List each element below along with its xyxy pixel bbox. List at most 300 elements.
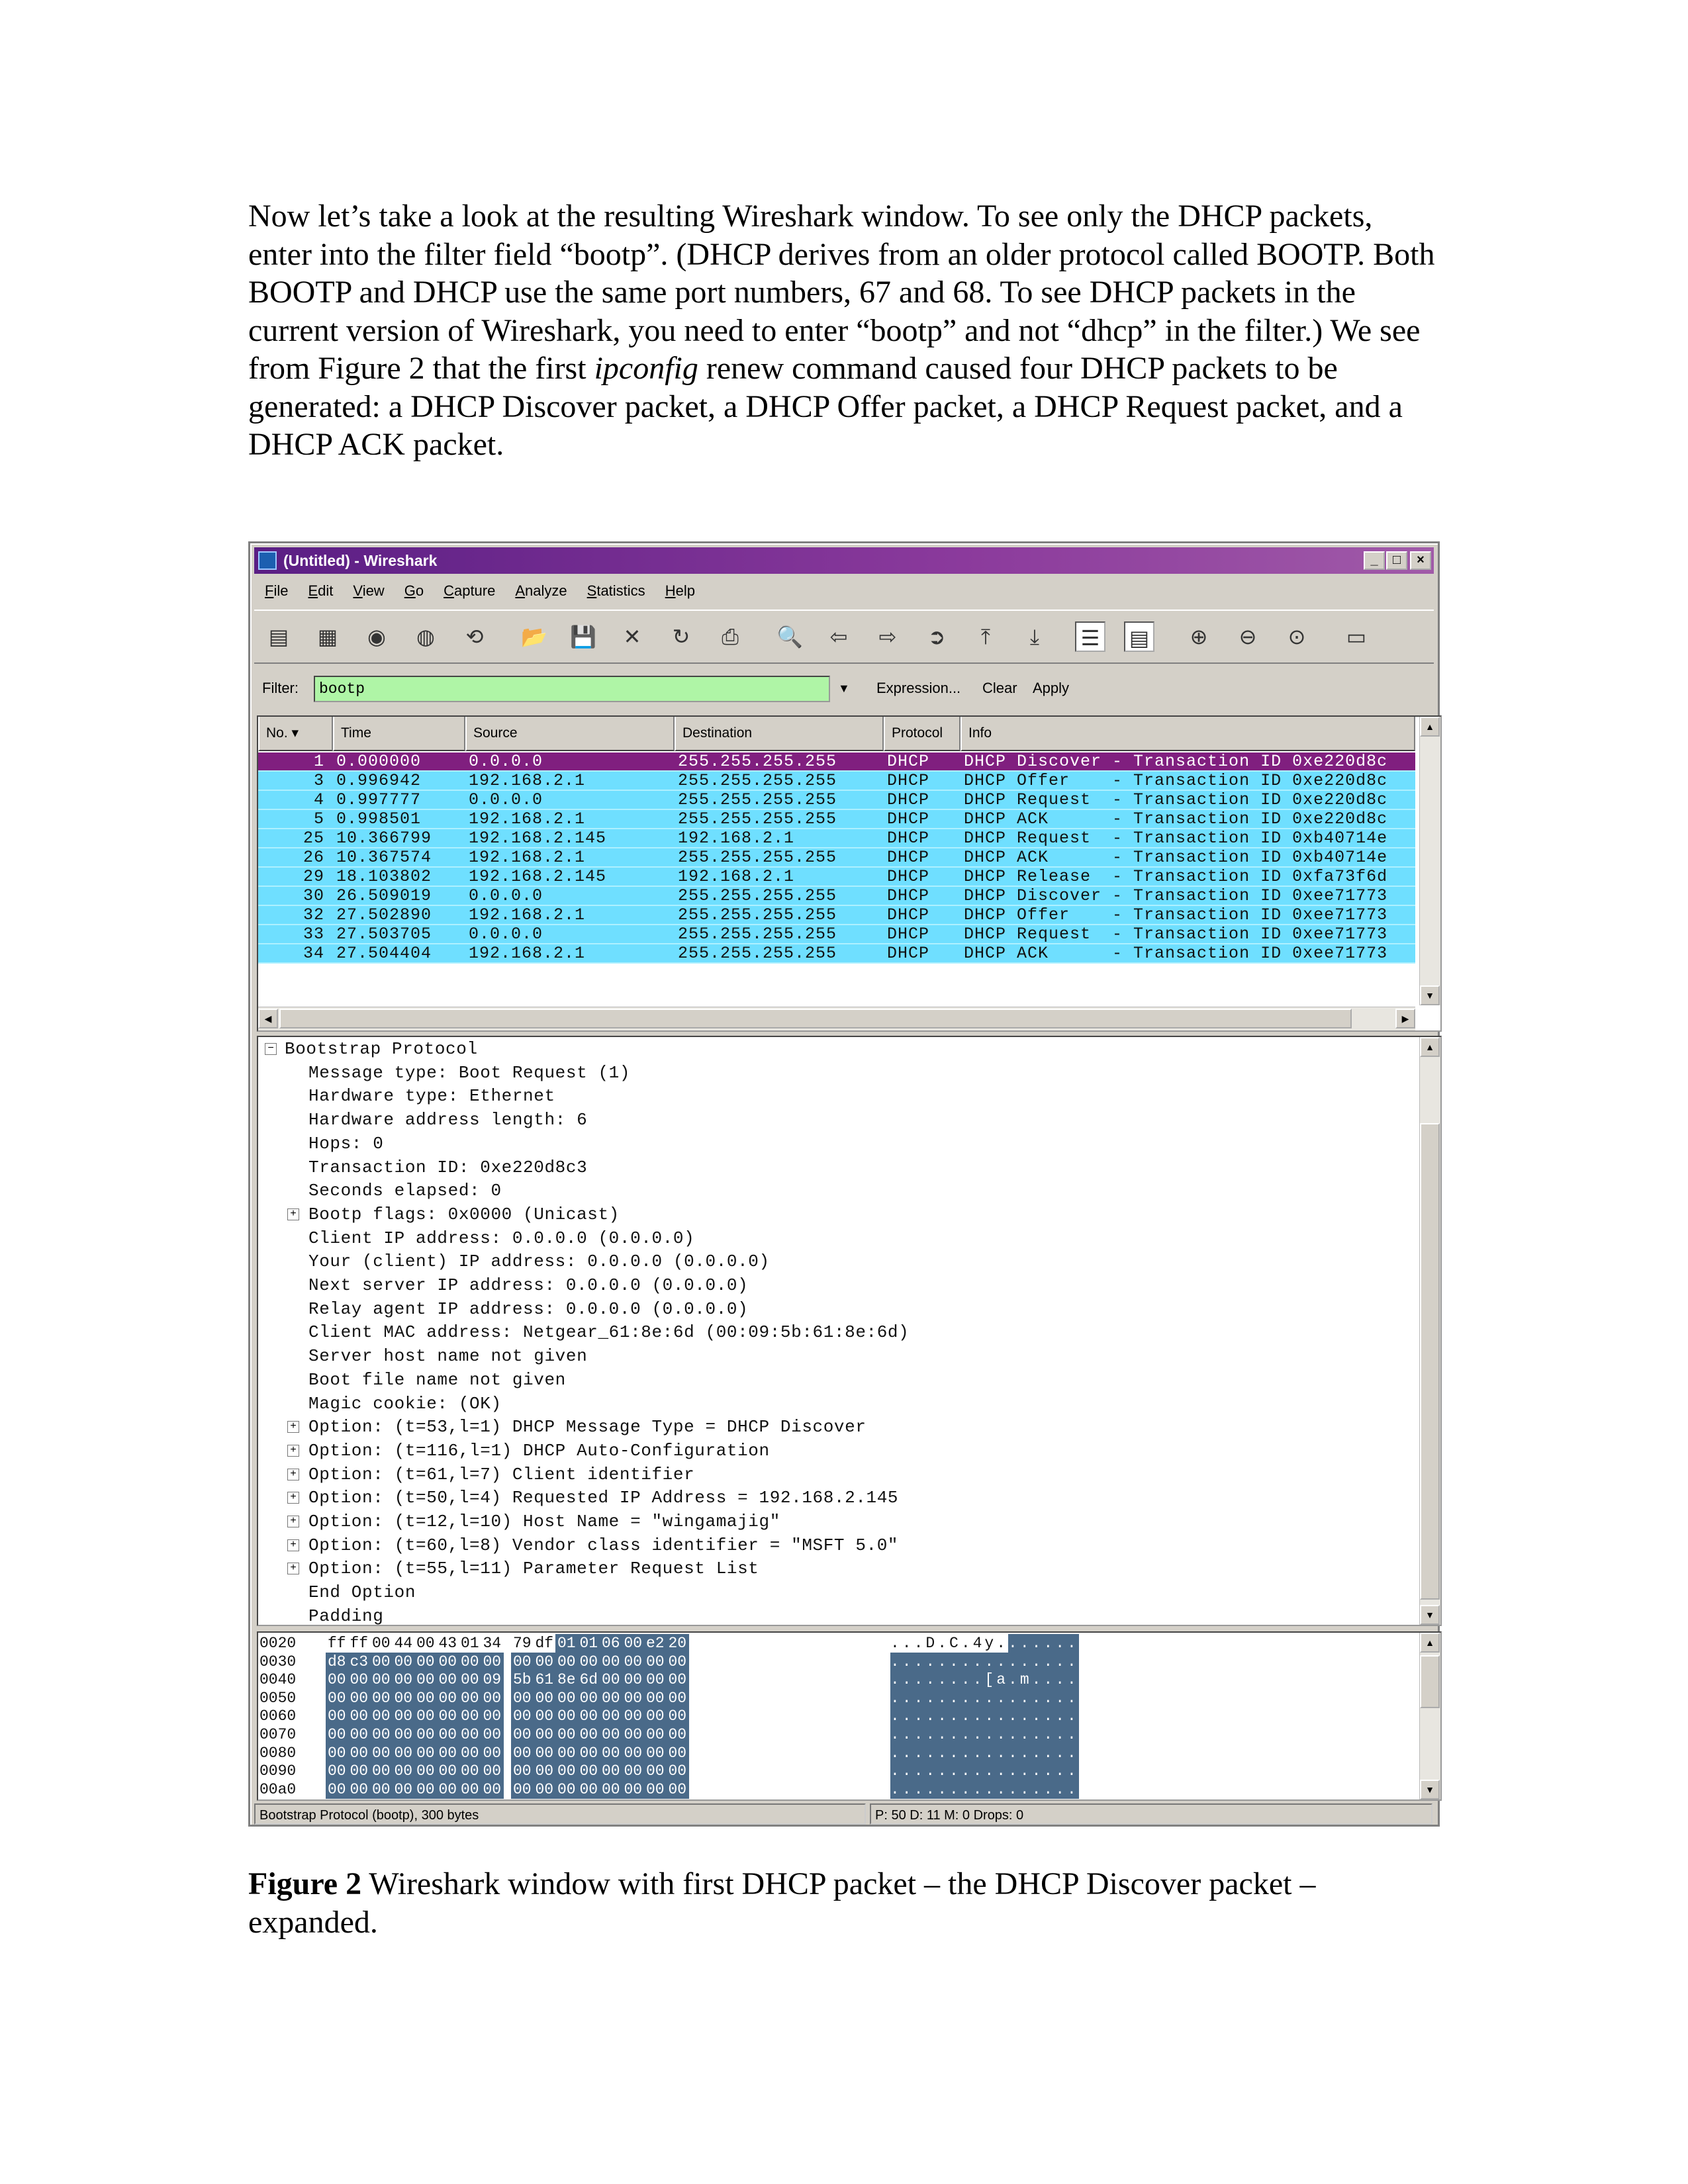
window-title: (Untitled) - Wireshark [283,552,438,569]
hex-byte[interactable]: 00 [555,1707,578,1725]
hex-byte[interactable]: 00 [511,1707,534,1725]
find-icon[interactable]: 🔍 [776,625,803,649]
hex-byte[interactable]: 00 [459,1725,481,1744]
bytes-scroll-thumb[interactable] [1420,1655,1440,1708]
goto-icon[interactable]: ➲ [927,625,946,649]
hex-byte[interactable]: 00 [555,1762,578,1780]
packet-cell-time: 0.997777 [336,790,422,809]
zoom-in-icon[interactable]: ⊕ [1190,625,1208,649]
hex-byte[interactable]: 00 [667,1689,689,1707]
hex-byte[interactable]: 00 [578,1689,600,1707]
packet-cell-time: 27.503705 [336,925,432,944]
tree-item[interactable]: End Option [308,1582,416,1603]
menu-view[interactable]: View [353,582,385,599]
hex-byte[interactable]: 8e [555,1670,578,1689]
hex-byte[interactable]: 00 [437,1744,459,1762]
packet-row[interactable] [258,810,1415,829]
intro-text-1: Now let’s take a look at the resulting Wireshark window. To see only the DHCP packets, enter into the filter field “bootp”. (DHCP derives from an older protocol called BOOTP. Both BOOTP and DHCP use the same port numbers, 67 and 68. To see DHCP packets in the current version of Wireshark, you need to enter “bootp” and not “dhcp” in the filter.) We see from Figure 2 that the first [248,199,1435,386]
hex-byte[interactable]: 00 [578,1725,600,1744]
hex-byte[interactable]: 00 [555,1725,578,1744]
ascii-text[interactable]: ................ [890,1689,1079,1707]
column-header-source[interactable]: Source [465,717,675,751]
hex-byte[interactable]: 00 [326,1725,348,1744]
menu-edit[interactable]: Edit [308,582,334,599]
scroll-down-icon[interactable]: ▼ [1420,1780,1440,1799]
reload-icon[interactable]: ↻ [672,625,690,649]
hex-byte[interactable]: 00 [393,1744,415,1762]
hex-byte[interactable]: 00 [370,1780,393,1799]
hex-byte[interactable]: 00 [600,1653,622,1671]
scroll-down-icon[interactable]: ▼ [1420,1605,1440,1625]
column-header-no[interactable]: No. ▾ [258,717,333,751]
bytes-vscrollbar[interactable] [1419,1633,1440,1799]
options-icon[interactable]: ▦ [317,625,338,649]
hex-byte[interactable]: 00 [644,1653,667,1671]
details-vscrollbar[interactable] [1419,1037,1440,1625]
wireshark-window [248,541,1440,1827]
column-header-info[interactable]: Info [961,717,1415,751]
hex-byte[interactable]: 00 [511,1762,534,1780]
packet-cell-dst: 255.255.255.255 [678,905,837,925]
open-icon[interactable]: 📂 [521,625,547,649]
hex-byte[interactable]: 00 [414,1670,437,1689]
hex-byte[interactable]: 00 [414,1744,437,1762]
interfaces-icon[interactable]: ▤ [268,625,289,649]
tree-item[interactable]: Next server IP address: 0.0.0.0 (0.0.0.0) [308,1275,749,1295]
hex-byte[interactable]: ff [350,1635,369,1652]
hex-byte[interactable]: 00 [667,1653,689,1671]
menu-file[interactable]: File [265,582,289,599]
column-header-protocol[interactable]: Protocol [884,717,961,751]
hex-byte[interactable]: 00 [534,1707,556,1725]
hex-byte[interactable]: 00 [644,1725,667,1744]
packet-cell-time: 26.509019 [336,886,432,905]
hex-byte[interactable]: 00 [511,1780,534,1799]
restart-icon[interactable]: ⟲ [465,625,484,649]
tree-item[interactable]: Option: (t=12,l=10) Host Name = "wingamajig" [308,1512,780,1531]
packet-cell-info: DHCP Offer - Transaction ID 0xe220d8c [964,771,1388,790]
stop-icon[interactable]: ◍ [416,625,435,649]
hex-byte[interactable]: 00 [370,1653,393,1671]
hex-byte[interactable]: 00 [644,1744,667,1762]
tree-item[interactable]: Relay agent IP address: 0.0.0.0 (0.0.0.0) [308,1298,749,1319]
tree-item[interactable]: Option: (t=61,l=7) Client identifier [308,1464,695,1484]
hex-byte[interactable]: 00 [370,1689,393,1707]
hex-byte[interactable]: 00 [393,1707,415,1725]
packet-cell-dst: 255.255.255.255 [678,771,837,790]
hex-byte[interactable]: 00 [644,1670,667,1689]
scroll-down-icon[interactable]: ▼ [1420,985,1440,1005]
collapse-icon[interactable]: − [265,1043,277,1055]
hex-byte[interactable]: 00 [459,1707,481,1725]
hex-byte[interactable]: 00 [393,1670,415,1689]
hex-byte[interactable]: 00 [644,1780,667,1799]
close-icon[interactable]: ✕ [623,625,641,649]
hex-byte[interactable]: 00 [667,1725,689,1744]
hex-byte[interactable]: 00 [348,1707,371,1725]
hex-byte[interactable]: 00 [326,1762,348,1780]
packet-row[interactable] [258,791,1415,810]
hex-byte[interactable]: 01 [555,1634,578,1653]
packet-cell-info: DHCP Request - Transaction ID 0xee71773 [964,925,1388,944]
hex-byte[interactable]: 00 [667,1707,689,1725]
hscroll-thumb[interactable] [279,1009,1352,1028]
packet-row[interactable] [258,752,1415,772]
expand-icon[interactable]: + [287,1516,299,1527]
hex-byte[interactable]: 00 [326,1780,348,1799]
tree-item[interactable]: Bootstrap Protocol [285,1039,478,1059]
packet-cell-src: 192.168.2.145 [469,829,607,848]
tree-item[interactable]: Server host name not given [308,1346,588,1367]
hex-byte[interactable]: 34 [483,1635,502,1652]
packet-cell-time: 27.504404 [336,944,432,963]
packet-cell-proto: DHCP [887,944,930,963]
packet-list-hscrollbar[interactable] [258,1007,1415,1030]
hex-byte[interactable]: 00 [600,1762,622,1780]
scroll-left-icon[interactable]: ◀ [258,1009,278,1028]
hex-byte[interactable]: d8 [326,1653,348,1671]
hex-byte[interactable]: 00 [459,1653,481,1671]
hex-byte[interactable]: 00 [481,1653,504,1671]
zoom-normal-icon[interactable]: ⊙ [1288,625,1306,649]
expand-icon[interactable]: + [287,1539,299,1551]
hex-byte[interactable]: 44 [394,1635,413,1652]
hex-byte[interactable]: 00 [372,1635,391,1652]
start-icon[interactable]: ◉ [367,625,386,649]
tree-item[interactable]: Magic cookie: (OK) [308,1393,502,1414]
hex-row [258,1670,1417,1689]
tree-item[interactable]: Transaction ID: 0xe220d8c3 [308,1157,588,1177]
menu-statistics[interactable]: Statistics [586,582,645,599]
back-icon[interactable]: ⇦ [829,625,848,649]
hex-byte[interactable]: 00 [511,1725,534,1744]
packet-list-vscrollbar[interactable] [1419,717,1440,1005]
expand-icon[interactable]: + [287,1469,299,1480]
hex-byte[interactable]: 00 [578,1762,600,1780]
title-bar [254,547,1434,574]
hex-byte[interactable]: 00 [555,1689,578,1707]
hex-byte[interactable]: 00 [414,1653,437,1671]
hex-byte[interactable]: 00 [555,1780,578,1799]
hex-byte[interactable]: 00 [393,1689,415,1707]
hex-byte[interactable]: 00 [534,1762,556,1780]
hex-byte[interactable]: 6d [578,1670,600,1689]
menu-bar [254,578,1434,604]
hex-byte[interactable]: 00 [555,1744,578,1762]
hex-byte[interactable]: 00 [370,1670,393,1689]
hex-byte[interactable]: 00 [578,1744,600,1762]
hex-byte[interactable]: 00 [326,1689,348,1707]
hex-byte[interactable]: 00 [511,1744,534,1762]
hex-byte[interactable]: 00 [600,1744,622,1762]
tree-item[interactable]: Bootp flags: 0x0000 (Unicast) [308,1204,620,1224]
packet-cell-no: 26 [303,848,324,867]
hex-byte[interactable]: 00 [459,1670,481,1689]
hex-byte[interactable]: 00 [600,1780,622,1799]
maximize-button[interactable]: □ [1386,551,1407,570]
hex-byte[interactable]: 00 [348,1780,371,1799]
hex-byte[interactable]: 00 [348,1744,371,1762]
packet-details-tree [257,1036,1442,1626]
hex-byte[interactable]: 00 [414,1725,437,1744]
packet-cell-time: 10.366799 [336,829,432,848]
hex-byte[interactable]: 00 [622,1707,645,1725]
hex-byte[interactable]: 5b [511,1670,534,1689]
intro-paragraph [248,197,1440,464]
hex-byte[interactable]: 00 [534,1689,556,1707]
expand-icon[interactable]: + [287,1421,299,1433]
filter-dropdown-icon[interactable]: ▼ [838,682,850,695]
hex-byte[interactable]: 61 [534,1670,556,1689]
packet-cell-proto: DHCP [887,771,930,790]
ascii-text[interactable]: ................ [890,1653,1079,1670]
hex-byte[interactable]: 00 [534,1780,556,1799]
hex-byte[interactable]: e2 [644,1634,667,1653]
hex-byte[interactable]: 00 [459,1689,481,1707]
hex-byte[interactable]: ff [328,1635,346,1652]
hex-byte[interactable]: 00 [578,1707,600,1725]
packet-cell-no: 33 [303,925,324,944]
hex-byte[interactable]: 00 [481,1762,504,1780]
hex-byte[interactable]: 00 [437,1653,459,1671]
expand-icon[interactable]: + [287,1445,299,1457]
print-icon[interactable]: ⎙ [722,625,739,649]
hex-byte[interactable]: 00 [481,1689,504,1707]
hex-byte[interactable]: 00 [622,1653,645,1671]
hex-byte[interactable]: c3 [348,1653,371,1671]
packet-cell-src: 192.168.2.1 [469,771,586,790]
packet-row[interactable] [258,829,1415,848]
packet-cell-no: 25 [303,829,324,848]
hex-byte[interactable]: 00 [326,1707,348,1725]
ascii-text[interactable]: ................ [890,1762,1079,1780]
tree-item[interactable]: Padding [308,1606,384,1626]
scroll-right-icon[interactable]: ▶ [1395,1009,1415,1028]
hex-byte[interactable]: 00 [667,1670,689,1689]
hex-byte[interactable]: 00 [348,1762,371,1780]
forward-icon[interactable]: ⇨ [878,625,897,649]
menu-go[interactable]: Go [404,582,424,599]
hex-byte[interactable]: 00 [511,1689,534,1707]
tree-item[interactable]: Option: (t=55,l=11) Parameter Request List [308,1559,759,1579]
packet-row[interactable] [258,848,1415,868]
hex-byte[interactable]: 43 [438,1635,457,1652]
hex-byte[interactable]: 00 [370,1744,393,1762]
tree-item[interactable]: Option: (t=116,l=1) DHCP Auto-Configuration [308,1440,770,1461]
hex-byte[interactable]: 00 [600,1707,622,1725]
hex-byte[interactable]: 00 [644,1689,667,1707]
hex-byte[interactable]: 20 [667,1634,689,1653]
packet-cell-time: 0.998501 [336,809,422,829]
hex-byte[interactable]: 00 [416,1635,435,1652]
packet-cell-proto: DHCP [887,809,930,829]
hex-byte[interactable]: 00 [534,1653,556,1671]
hex-byte[interactable]: 00 [437,1762,459,1780]
hex-byte[interactable]: 00 [555,1653,578,1671]
hex-byte[interactable]: 00 [667,1780,689,1799]
close-button[interactable]: × [1410,551,1431,570]
hex-byte[interactable]: 00 [622,1670,645,1689]
hex-byte[interactable]: 79 [513,1635,532,1652]
ascii-text[interactable]: ................ [890,1744,1079,1762]
tree-item[interactable]: Client MAC address: Netgear_61:8e:6d (00:09:5b:61:8e:6d) [308,1322,910,1343]
filter-input[interactable]: bootp [314,676,830,702]
hex-byte[interactable]: 00 [481,1780,504,1799]
tree-item[interactable]: Hardware address length: 6 [308,1110,588,1130]
hex-byte[interactable]: 00 [393,1725,415,1744]
packet-cell-no: 34 [303,944,324,963]
menu-analyze[interactable]: Analyze [515,582,567,599]
scroll-up-icon[interactable]: ▲ [1420,1037,1440,1057]
menu-capture[interactable]: Capture [444,582,496,599]
hex-byte[interactable]: 00 [414,1689,437,1707]
ascii-text[interactable]: ................ [890,1726,1079,1743]
packet-cell-dst: 192.168.2.1 [678,829,795,848]
minimize-button[interactable]: _ [1364,551,1385,570]
hex-byte[interactable]: 00 [622,1634,645,1653]
resize-columns-icon[interactable]: ▭ [1346,625,1367,649]
hex-byte[interactable]: 00 [481,1744,504,1762]
hex-byte[interactable]: 00 [578,1780,600,1799]
hex-byte[interactable]: 00 [348,1725,371,1744]
hex-byte[interactable]: 00 [370,1707,393,1725]
expand-icon[interactable]: + [287,1492,299,1504]
wireshark-app-icon [258,551,277,570]
scroll-up-icon[interactable]: ▲ [1420,717,1440,737]
hex-byte[interactable]: 00 [393,1780,415,1799]
packet-cell-dst: 192.168.2.1 [678,867,795,886]
hex-byte[interactable]: 00 [459,1780,481,1799]
hex-byte[interactable]: 00 [370,1725,393,1744]
hex-byte[interactable]: 00 [326,1670,348,1689]
ascii-text[interactable]: ........[a.m.... [890,1671,1079,1689]
expand-icon[interactable]: + [287,1563,299,1574]
hex-byte[interactable]: 00 [667,1744,689,1762]
save-icon[interactable]: 💾 [570,625,596,649]
packet-cell-no: 1 [313,752,324,771]
tree-item[interactable]: Option: (t=50,l=4) Requested IP Address = 192.168.2.145 [308,1488,899,1508]
hex-byte[interactable]: 00 [644,1707,667,1725]
hex-offset: 0050 [259,1689,297,1707]
hex-byte[interactable]: df [535,1635,554,1652]
hex-byte[interactable]: 01 [461,1635,479,1652]
hex-byte[interactable]: 00 [437,1689,459,1707]
packet-cell-info: DHCP ACK - Transaction ID 0xe220d8c [964,809,1388,829]
hex-byte[interactable]: 00 [437,1707,459,1725]
expand-icon[interactable]: + [287,1208,299,1220]
packet-cell-dst: 255.255.255.255 [678,925,837,944]
hex-byte[interactable]: 06 [600,1634,622,1653]
details-scroll-thumb[interactable] [1420,1123,1440,1600]
hex-byte[interactable]: 00 [393,1653,415,1671]
packet-cell-src: 192.168.2.145 [469,867,607,886]
last-icon[interactable]: ⤓ [1029,625,1040,649]
tree-item[interactable]: Message type: Boot Request (1) [308,1062,631,1083]
tree-item[interactable]: Client IP address: 0.0.0.0 (0.0.0.0) [308,1228,695,1248]
hex-byte[interactable]: 00 [459,1762,481,1780]
ascii-text[interactable]: ................ [890,1780,1079,1798]
packet-row[interactable] [258,772,1415,791]
tree-item[interactable]: Hardware type: Ethernet [308,1086,555,1107]
hex-byte[interactable]: 00 [622,1744,645,1762]
ascii-text[interactable]: ...D.C.4y....... [890,1635,1079,1652]
hex-byte[interactable]: 00 [481,1707,504,1725]
hex-byte[interactable]: 00 [622,1689,645,1707]
status-packet-counts: P: 50 D: 11 M: 0 Drops: 0 [870,1803,1432,1825]
hex-byte[interactable]: 00 [622,1762,645,1780]
apply-button[interactable]: Apply [1033,680,1070,696]
colorize-icon[interactable]: ☰ [1075,621,1105,652]
zoom-out-icon[interactable]: ⊖ [1239,625,1257,649]
hex-byte[interactable]: 00 [622,1780,645,1799]
hex-byte[interactable]: 00 [393,1762,415,1780]
hex-byte[interactable]: 00 [437,1780,459,1799]
tree-item[interactable]: Option: (t=53,l=1) DHCP Message Type = DHCP Discover [308,1417,867,1437]
hex-byte[interactable]: 00 [414,1707,437,1725]
expression-button[interactable]: Expression... [876,680,961,696]
hex-byte[interactable]: 00 [459,1744,481,1762]
packet-cell-no: 30 [303,886,324,905]
tree-item[interactable]: Seconds elapsed: 0 [308,1181,502,1201]
hex-byte[interactable]: 00 [622,1725,645,1744]
main-toolbar [254,610,1434,664]
hex-byte[interactable]: 00 [348,1670,371,1689]
hex-byte[interactable]: 00 [414,1780,437,1799]
packet-row[interactable] [258,944,1415,964]
packet-row[interactable] [258,906,1415,925]
packet-cell-info: DHCP Offer - Transaction ID 0xee71773 [964,905,1388,925]
hex-byte[interactable]: 00 [348,1689,371,1707]
tree-item[interactable]: Your (client) IP address: 0.0.0.0 (0.0.0.0) [308,1251,770,1272]
autoscroll-icon[interactable]: ▤ [1124,621,1154,652]
hex-byte[interactable]: 00 [511,1653,534,1671]
ascii-text[interactable]: ................ [890,1707,1079,1725]
packet-row[interactable] [258,868,1415,887]
packet-cell-proto: DHCP [887,848,930,867]
hex-byte[interactable]: 09 [481,1670,504,1689]
hex-byte[interactable]: 00 [437,1725,459,1744]
hex-byte[interactable]: 00 [534,1744,556,1762]
packet-row[interactable] [258,887,1415,906]
hex-byte[interactable]: 00 [600,1670,622,1689]
hex-byte[interactable]: 00 [578,1653,600,1671]
tree-item[interactable]: Option: (t=60,l=8) Vendor class identifier = "MSFT 5.0" [308,1535,899,1555]
hex-byte[interactable]: 00 [326,1744,348,1762]
hex-byte[interactable]: 00 [481,1725,504,1744]
hex-byte[interactable]: 01 [578,1634,600,1653]
hex-byte[interactable]: 00 [437,1670,459,1689]
packet-cell-info: DHCP Discover - Transaction ID 0xe220d8c [964,752,1388,771]
column-header-destination[interactable]: Destination [675,717,884,751]
hex-byte[interactable]: 00 [644,1762,667,1780]
packet-row[interactable] [258,925,1415,944]
hex-byte[interactable]: 00 [414,1762,437,1780]
hex-byte[interactable]: 00 [534,1725,556,1744]
first-icon[interactable]: ⤒ [980,625,991,649]
hex-byte[interactable]: 00 [600,1725,622,1744]
hex-byte[interactable]: 00 [667,1762,689,1780]
hex-offset: 0090 [259,1762,297,1780]
scroll-up-icon[interactable]: ▲ [1420,1633,1440,1653]
clear-button[interactable]: Clear [982,680,1017,696]
column-header-time[interactable]: Time [333,717,465,751]
hex-byte[interactable]: 00 [600,1689,622,1707]
packet-cell-dst: 255.255.255.255 [678,790,837,809]
tree-item[interactable]: Hops: 0 [308,1133,384,1154]
tree-item[interactable]: Boot file name not given [308,1369,566,1390]
menu-help[interactable]: Help [665,582,695,599]
hex-byte[interactable]: 00 [370,1762,393,1780]
